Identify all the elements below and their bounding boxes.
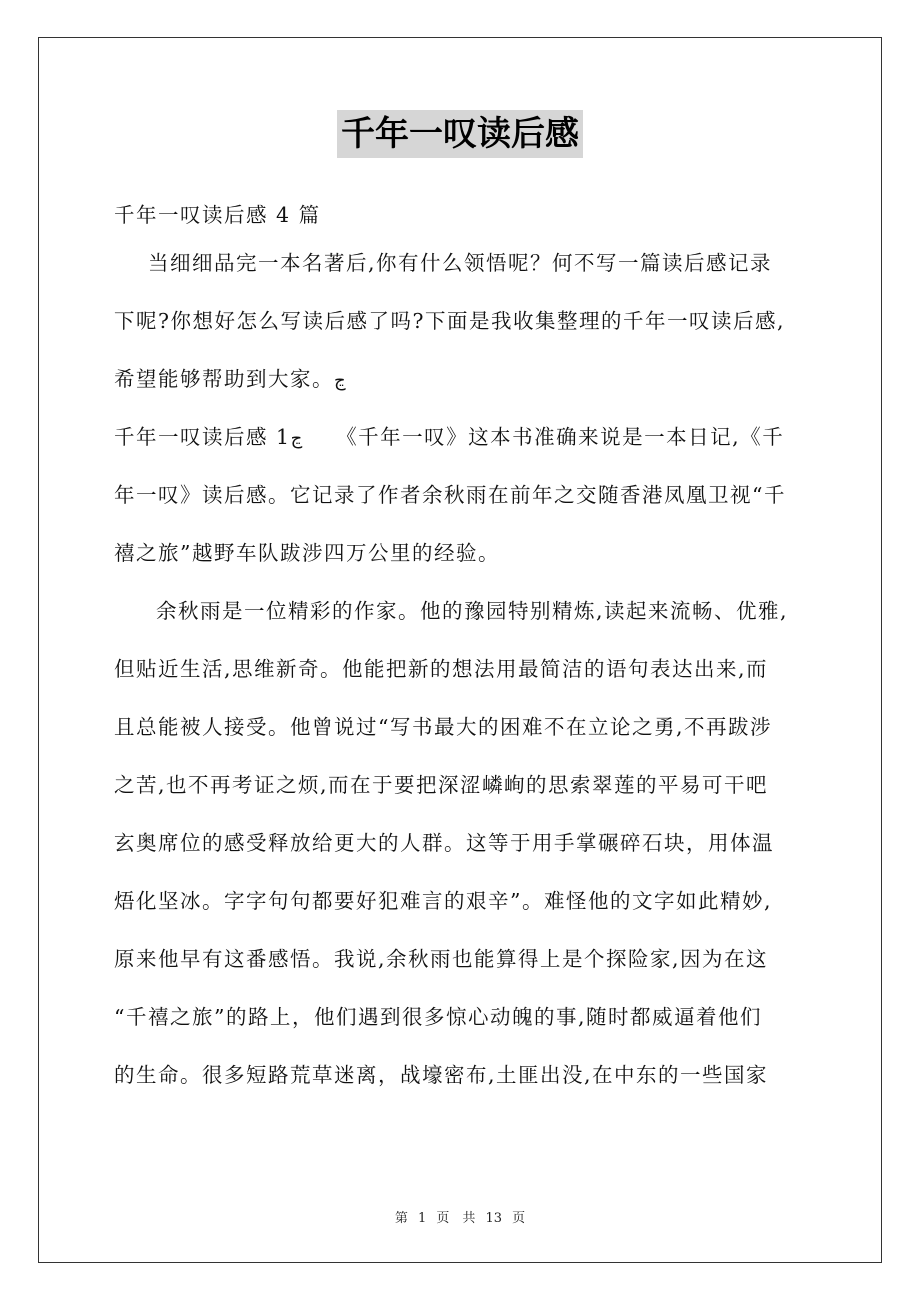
page-footer: 第 1 页 共 13 页 [394, 1211, 526, 1226]
paragraph-line: 之苦,也不再考证之烦,而在于要把深涩嶙峋的思索翠莲的平易可干吧 [114, 773, 769, 797]
title-container [0, 110, 920, 158]
essay-first-line [114, 414, 814, 472]
paragraph-line: “千禧之旅”的路上，他们遇到很多惊心动魄的事,随时都威逼着他们 [114, 1005, 762, 1029]
paragraph-line: 的生命。很多短路荒草迷离，战壕密布,土匪出没,在中东的一些国家 [114, 1063, 769, 1087]
document-body [114, 192, 814, 1110]
document-subtitle: 千年一叹读后感 4 篇 [114, 203, 321, 227]
document-title: 千年一叹读后感 [337, 110, 583, 158]
essay-heading: 千年一叹读后感 1 [114, 425, 291, 449]
anchor-mark-icon: ڃ [290, 428, 303, 449]
paragraph-line: 玄奥席位的感受释放给更大的人群。这等于用手掌碾碎石块，用体温 [114, 831, 774, 855]
paragraph-line: 余秋雨是一位精彩的作家。他的豫园特别精炼,读起来流畅、优雅, [156, 599, 789, 623]
intro-line-text: 希望能够帮助到大家。 [114, 367, 334, 391]
paragraph-line: 原来他早有这番感悟。我说,余秋雨也能算得上是个探险家,因为在这 [114, 947, 769, 971]
intro-line: 下呢?你想好怎么写读后感了吗?下面是我收集整理的千年一叹读后感, [114, 309, 785, 333]
paragraph-line: 焐化坚冰。字字句句都要好犯难言的艰辛”。难怪他的文字如此精妙, [114, 889, 772, 913]
anchor-mark-icon: ڃ [334, 370, 346, 391]
intro-line [114, 356, 814, 414]
paragraph-line: 且总能被人接受。他曾说过“写书最大的困难不在立论之勇,不再跋涉 [114, 715, 772, 739]
paragraph-line: 但贴近生活,思维新奇。他能把新的想法用最简洁的语句表达出来,而 [114, 657, 769, 681]
essay-line: 禧之旅”越野车队跋涉四万公里的经验。 [114, 541, 500, 565]
intro-line: 当细细品完一本名著后,你有什么领悟呢？何不写一篇读后感记录 [148, 251, 773, 275]
essay-line: 年一叹》读后感。它记录了作者余秋雨在前年之交随香港凤凰卫视“千 [114, 483, 786, 507]
essay-first-line-text: 《千年一叹》这本书准确来说是一本日记,《千 [336, 425, 785, 449]
